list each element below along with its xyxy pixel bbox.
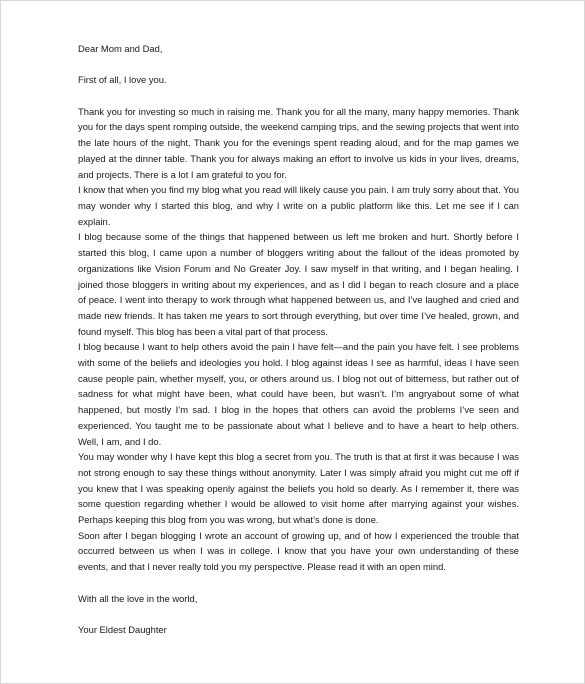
paragraph-healing: I blog because some of the things that happened between us left me broken and hurt. Shortly before I started this blog, I came upon a number of bloggers writing about the fallout of the ideas promoted by organizations like Vision Forum and No Greater Joy. I saw myself in that writing, and I began healing. I joined those bloggers in writing about my experiences, and as I did I began to reach closure and a place of peace. I went into therapy to work through what happened between us, and I’ve laughed and cried and made new friends. It has taken me years to sort through everything, but over time I’ve healed, grown, and found myself. This blog has been a vital part of that process. xyxy=(78,231,519,337)
letter-body xyxy=(78,41,519,638)
paragraph-gap xyxy=(78,88,519,104)
salutation: Dear Mom and Dad, xyxy=(78,43,163,54)
paragraph-gap xyxy=(78,57,519,73)
paragraph-blog-intro: I know that when you find my blog what you read will likely cause you pain. I am truly sorry about that. You may wonder why I started this blog, and why I write on a public platform like this. Let me see if I can explain. xyxy=(78,184,519,227)
signature: Your Eldest Daughter xyxy=(78,623,167,635)
opening-line: First of all, I love you. xyxy=(78,74,167,86)
paragraph-gap xyxy=(78,575,519,591)
paragraph-helping-others: I blog because I want to help others avoid the pain I have felt—and the pain you have felt. I see problems with some of the beliefs and ideologies you hold. I blog against ideas I see as harmful, ideas I have seen cause people pain, whether myself, you, or others around us. I blog not out of bitterness, but rather out of sadness for what might have been, what could have been, but wasn’t. I’m angryabout some of what happened, but mostly I’m sad. I blog in the hopes that others can avoid the problems I’ve seen and experienced. You taught me to be passionate about what I believe and to have a heart to help others. Well, I am, and I do. xyxy=(78,341,519,447)
paragraph-gap xyxy=(78,606,519,622)
paragraph-secrecy: You may wonder why I have kept this blog a secret from you. The truth is that at first it was because I was not strong enough to say these things without anonymity. Later I was simply afraid you might cut me off if you knew that I was speaking openly against the beliefs you hold so dearly. As I remember it, there was some question regarding whether I would be allowed to visit home after marrying against your wishes. Perhaps keeping this blog from you was wrong, but what’s done is done. xyxy=(78,451,519,526)
paragraph-gratitude: Thank you for investing so much in raising me. Thank you for all the many, many happy memories. Thank you for the days spent romping outside, the weekend camping trips, and the sewing projects that went into the late hours of the night. Thank you for the evenings spent reading aloud, and for the map games we played at the dinner table. Thank you for always making an effort to involve us kids in your lives, dreams, and projects. There is a lot I am grateful to you for. xyxy=(78,105,519,180)
paragraph-account: Soon after I began blogging I wrote an account of growing up, and of how I experienced the trouble that occurred between us when I was in college. I know that you have your own understanding of these events, and that I never really told you my perspective. Please read it with an open mind. xyxy=(78,529,519,573)
closing-line: With all the love in the world, xyxy=(78,592,198,604)
